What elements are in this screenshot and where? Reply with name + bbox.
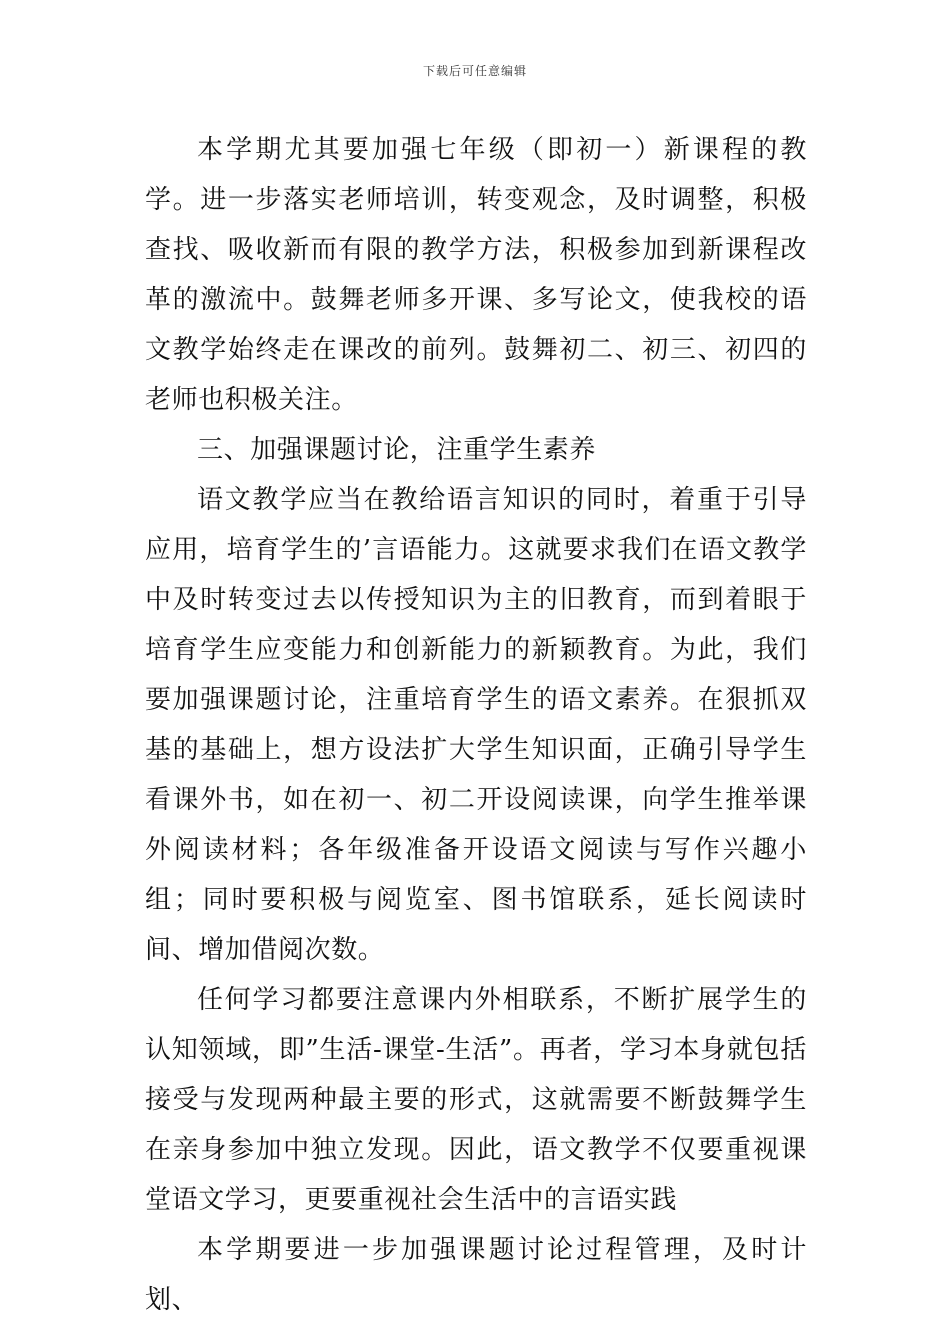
paragraph-language-teaching: 语文教学应当在教给语言知识的同时，着重于引导应用，培育学生的’言语能力。这就要求我们在语文教学中及时转变过去以传授知识为主的旧教育，而到着眼于培育学生应变能力和创新能力的新颖教育。为此，我们要加强课题讨论，注重培育学生的语文素养。在狠抓双基的基础上，想方设法扩大学生知识面，正确引导学生看课外书，如在初一、初二开设阅读课，向学生推举课外阅读材料；各年级准备开设语文阅读与写作兴趣小组；同时要积极与阅览室、图书馆联系，延长阅读时间、增加借阅次数。 xyxy=(145,485,807,965)
section-heading-research: 三、加强课题讨论，注重学生素养 xyxy=(197,435,597,465)
paragraph-research-management: 本学期要进一步加强课题讨论过程管理，及时计划、 xyxy=(145,1235,807,1315)
paragraph-learning-practice: 任何学习都要注意课内外相联系，不断扩展学生的认知领域，即”生活-课堂-生活”。再者，学习本身就包括接受与发现两种最主要的形式，这就需要不断鼓舞学生在亲身参加中独立发现。因此，语文教学不仅要重视课堂语文学习，更要重视社会生活中的言语实践 xyxy=(145,985,807,1215)
paragraph-new-curriculum: 本学期尤其要加强七年级（即初一）新课程的教学。进一步落实老师培训，转变观念，及时调整，积极查找、吸收新而有限的教学方法，积极参加到新课程改革的激流中。鼓舞老师多开课、多写论文，使我校的语文教学始终走在课改的前列。鼓舞初二、初三、初四的老师也积极关注。 xyxy=(145,135,807,415)
document-body xyxy=(145,125,807,1325)
header-note: 下载后可任意编辑 xyxy=(422,64,527,78)
